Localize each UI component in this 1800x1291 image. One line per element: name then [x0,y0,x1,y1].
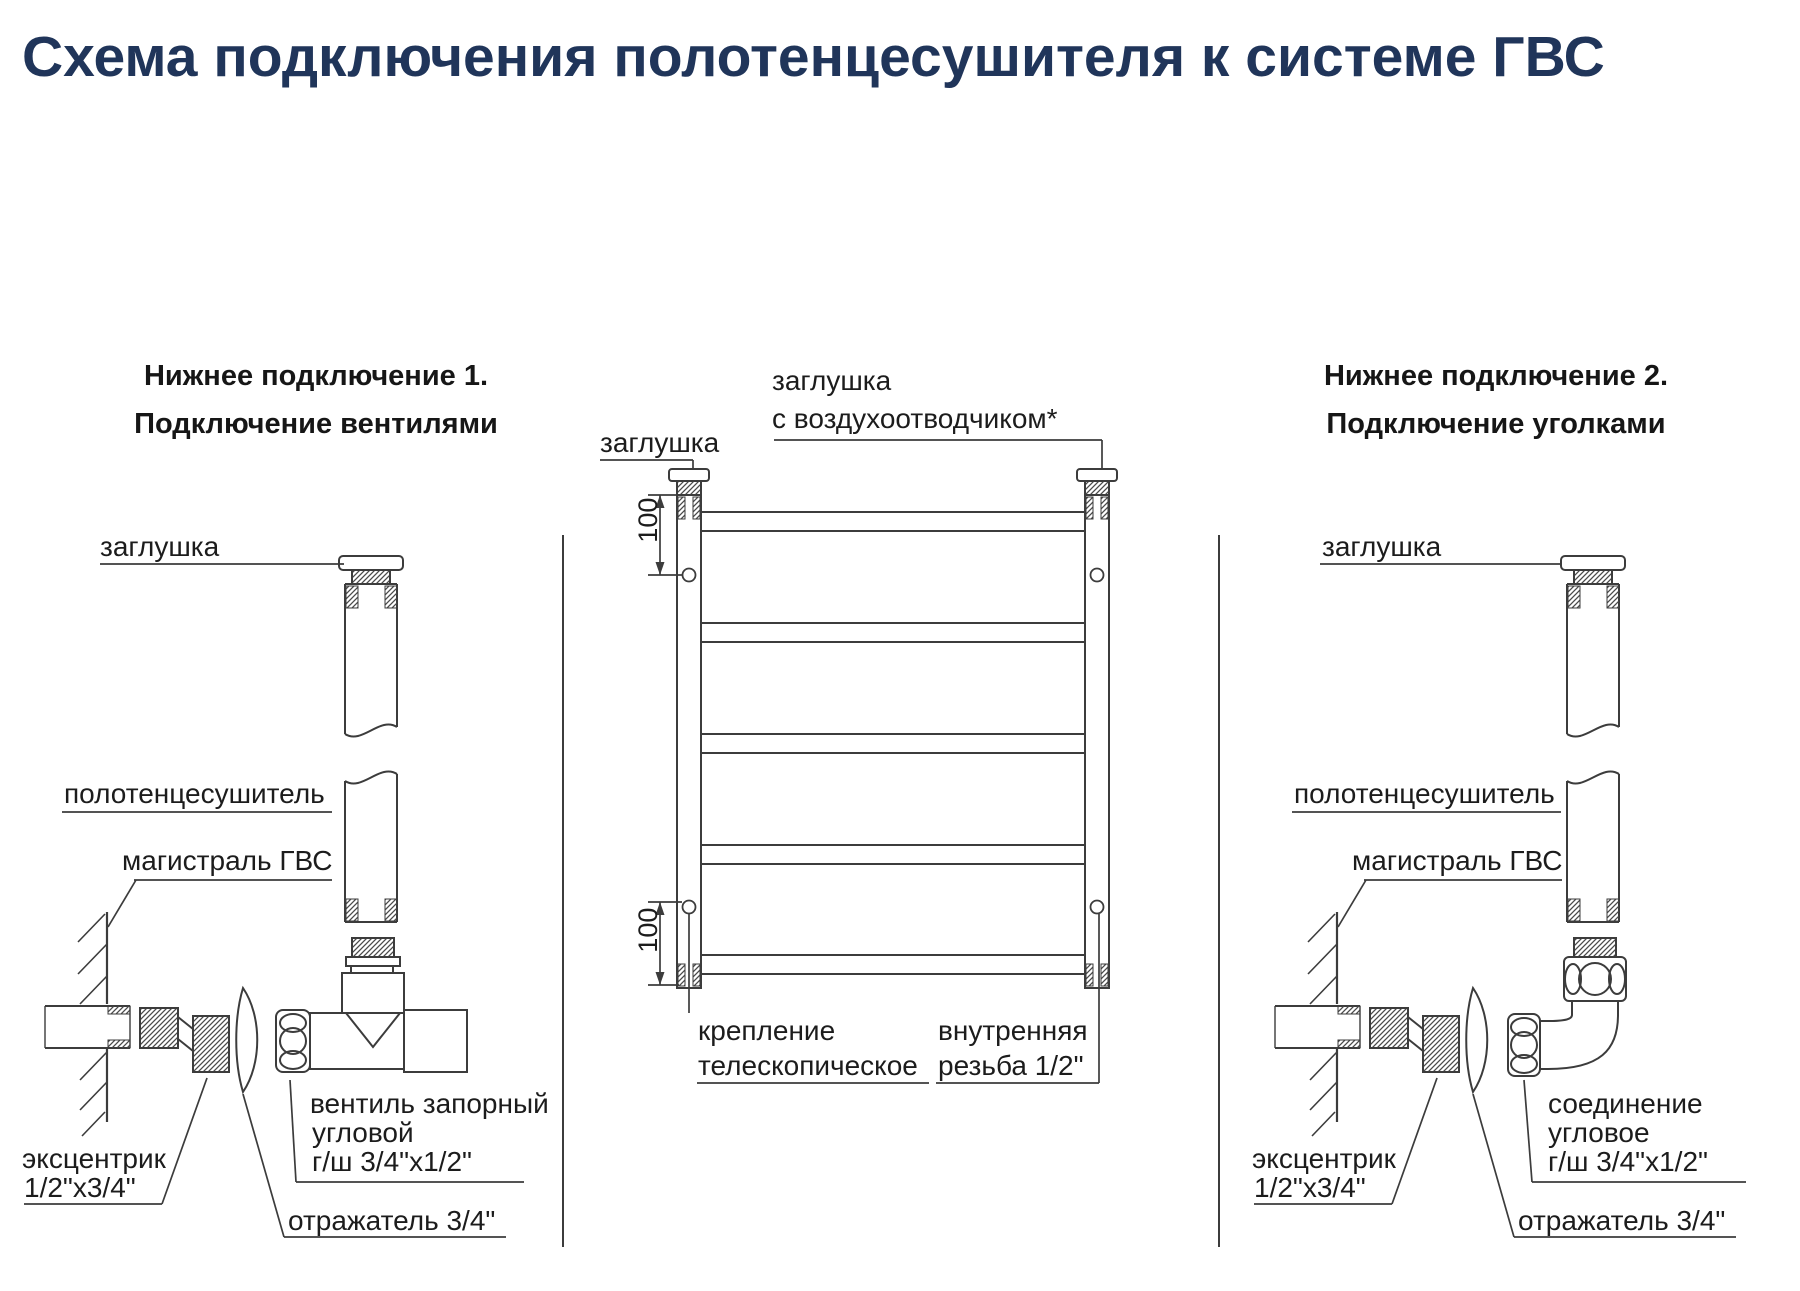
left-label-towel-rail: полотенцесушитель [64,778,325,809]
left-label-reflector: отражатель 3/4" [288,1205,496,1236]
right-label-cap: заглушка [1322,531,1442,562]
right-label-union-2: угловое [1548,1117,1650,1148]
page-title: Схема подключения полотенцесушителя к системе ГВС [22,25,1605,89]
right-label-eccentric-2: 1/2"х3/4" [1254,1172,1366,1203]
right-supply-pipe [1275,1006,1360,1048]
left-heading-1: Нижнее подключение 1. [143,360,489,392]
right-corner-union [1508,938,1626,1076]
center-ladder-diagram [600,440,1117,1083]
left-label-cap: заглушка [100,531,220,562]
left-towel-rail-pipe [345,584,397,922]
left-wall [78,912,107,1136]
right-towel-rail-pipe [1567,584,1619,922]
right-reflector [1466,988,1487,1092]
ladder-posts [677,495,1109,988]
center-label-mount-2: телескопическое [698,1050,918,1081]
left-supply-pipe [45,1006,130,1048]
left-label-main-line: магистраль ГВС [122,845,333,876]
right-eccentric [1370,1008,1459,1072]
center-leaders [600,440,1102,1083]
left-label-eccentric-2: 1/2"х3/4" [24,1172,136,1203]
right-heading-2: Подключение уголками [1326,408,1666,440]
left-cap-plug [339,556,403,584]
left-reflector [236,988,257,1092]
right-wall [1308,912,1337,1136]
left-heading-2: Подключение вентилями [134,408,498,440]
dimension-bottom-value: 100 [632,907,663,953]
right-heading-1: Нижнее подключение 2. [1323,360,1669,392]
left-angle-valve [276,938,467,1072]
left-label-valve-2: угловой [312,1117,414,1148]
left-diagram [24,556,524,1237]
ladder-rungs [701,512,1085,974]
right-label-union-3: г/ш 3/4"х1/2" [1548,1146,1708,1177]
left-label-eccentric-1: эксцентрик [22,1143,166,1174]
left-label-valve-1: вентиль запорный [310,1088,549,1119]
right-label-main-line: магистраль ГВС [1352,845,1563,876]
center-label-mount-1: крепление [698,1015,836,1046]
center-label-cap-air-2: с воздухоотводчиком* [772,403,1058,434]
ladder-cap-left [669,469,709,495]
ladder-cap-right [1077,469,1117,495]
right-label-union-1: соединение [1548,1088,1703,1119]
right-leaders [1254,564,1746,1237]
center-label-cap: заглушка [600,427,720,458]
right-diagram [1254,556,1746,1237]
center-label-thread-2: резьба 1/2" [938,1050,1084,1081]
left-leaders [24,564,524,1237]
left-eccentric [140,1008,229,1072]
right-label-reflector: отражатель 3/4" [1518,1205,1726,1236]
left-label-valve-3: г/ш 3/4"х1/2" [312,1146,472,1177]
right-label-towel-rail: полотенцесушитель [1294,778,1555,809]
mount-holes [683,569,1104,914]
right-cap-plug [1561,556,1625,584]
dimension-top-value: 100 [632,497,663,543]
center-label-cap-air-1: заглушка [772,365,892,396]
center-label-thread-1: внутренняя [938,1015,1088,1046]
right-label-eccentric-1: эксцентрик [1252,1143,1396,1174]
